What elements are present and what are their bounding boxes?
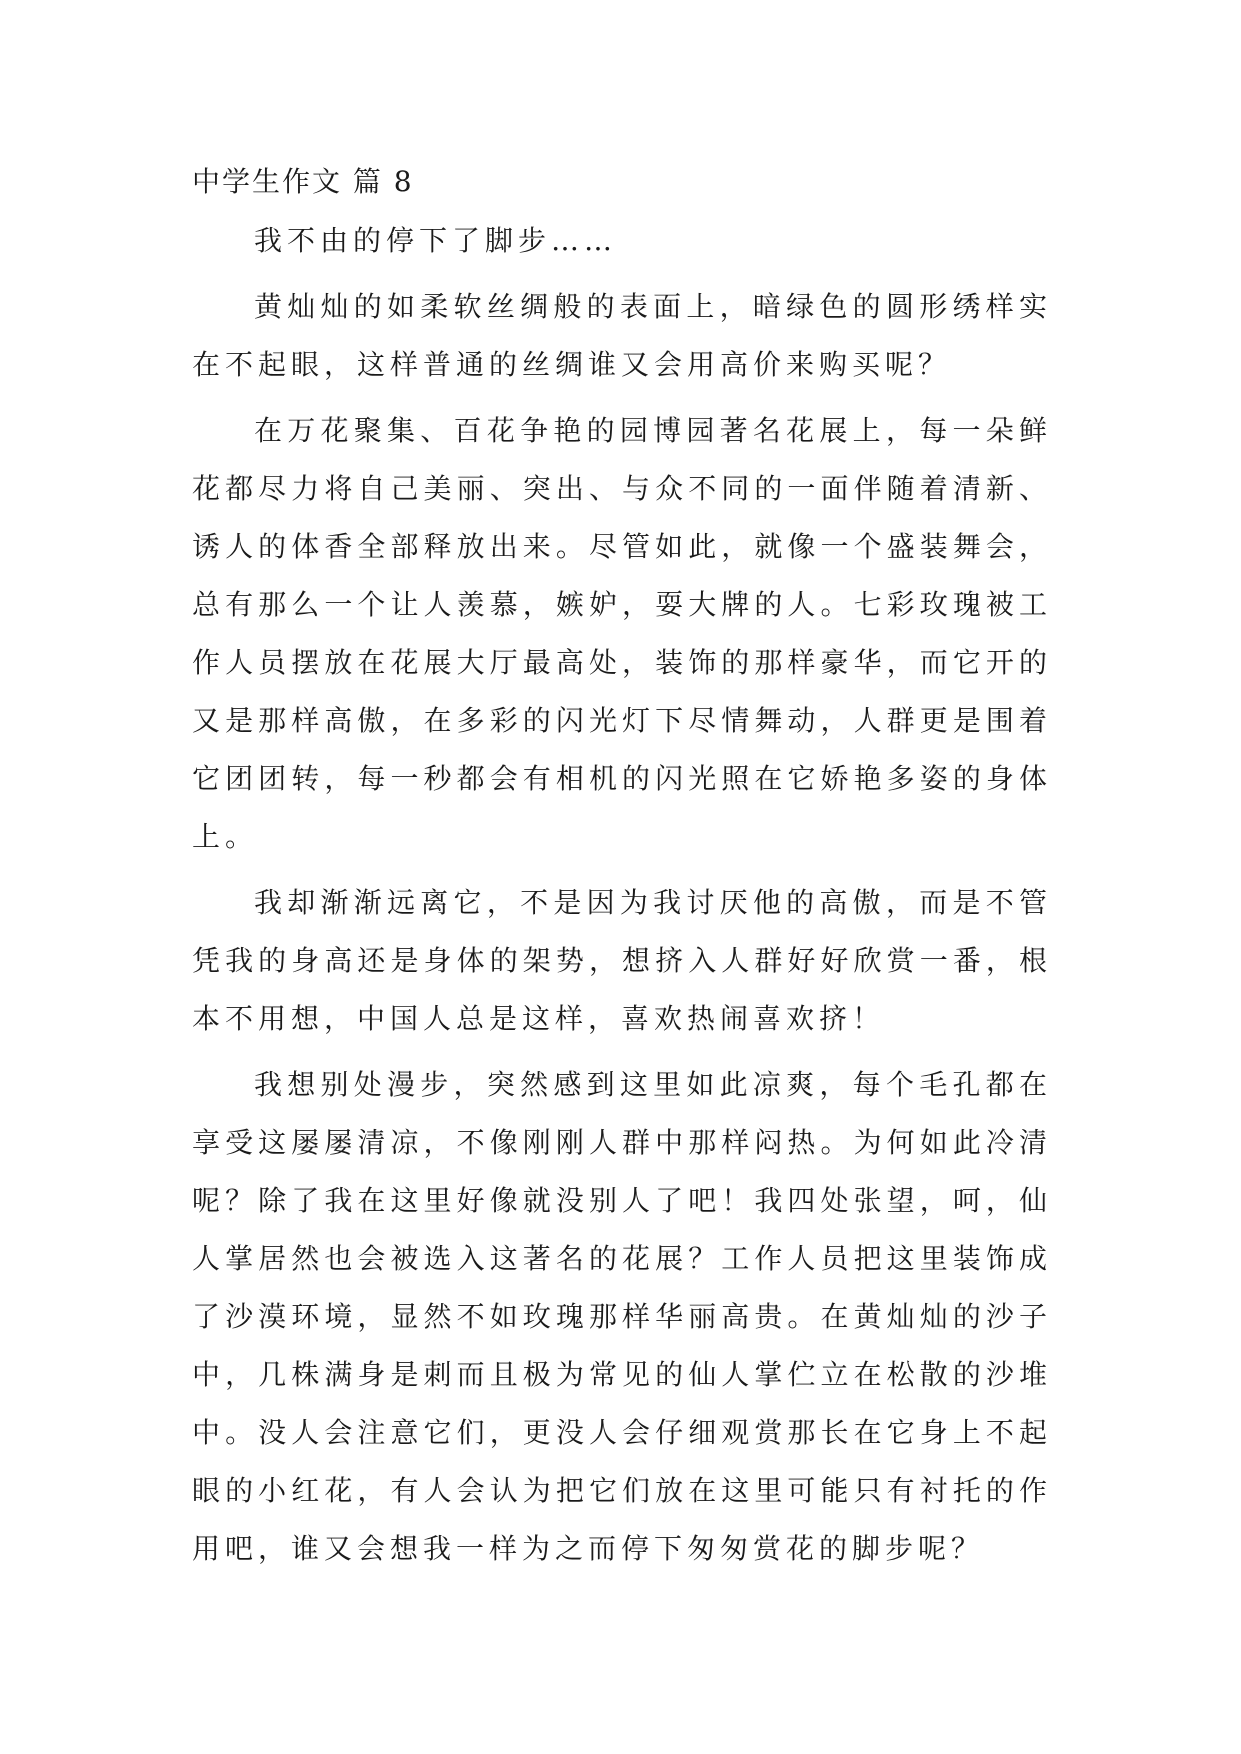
paragraph-3: 在万花聚集、百花争艳的园博园著名花展上，每一朵鲜花都尽力将自己美丽、突出、与众不同的一面伴随着清新、诱人的体香全部释放出来。尽管如此，就像一个盛装舞会，总有那么一个让人羡慕，嫉妒，耍大牌的人。七彩玫瑰被工作人员摆放在花展大厅最高处，装饰的那样豪华，而它开的又是那样高傲，在多彩的闪光灯下尽情舞动，人群更是围着它团团转，每一秒都会有相机的闪光照在它娇艳多姿的身体上。 [192, 414, 1052, 853]
paragraph-2: 黄灿灿的如柔软丝绸般的表面上，暗绿色的圆形绣样实在不起眼，这样普通的丝绸谁又会用高价来购买呢？ [192, 290, 1052, 381]
essay-title: 中学生作文 篇 8 [192, 165, 414, 198]
paragraph-1: 我不由的停下了脚步…… [254, 224, 618, 257]
paragraph-5: 我想别处漫步，突然感到这里如此凉爽，每个毛孔都在享受这屡屡清凉，不像刚刚人群中那样闷热。为何如此冷清呢？除了我在这里好像就没别人了吧！我四处张望，呵，仙人掌居然也会被选入这著名的花展？工作人员把这里装饰成了沙漠环境，显然不如玫瑰那样华丽高贵。在黄灿灿的沙子中，几株满身是刺而且极为常见的仙人掌伫立在松散的沙堆中。没人会注意它们，更没人会仔细观赏那长在它身上不起眼的小红花，有人会认为把它们放在这里可能只有衬托的作用吧，谁又会想我一样为之而停下匆匆赏花的脚步呢？ [192, 1068, 1052, 1565]
paragraph-4: 我却渐渐远离它，不是因为我讨厌他的高傲，而是不管凭我的身高还是身体的架势，想挤入人群好好欣赏一番，根本不用想，中国人总是这样，喜欢热闹喜欢挤！ [192, 886, 1052, 1035]
essay-body [192, 162, 1052, 1586]
